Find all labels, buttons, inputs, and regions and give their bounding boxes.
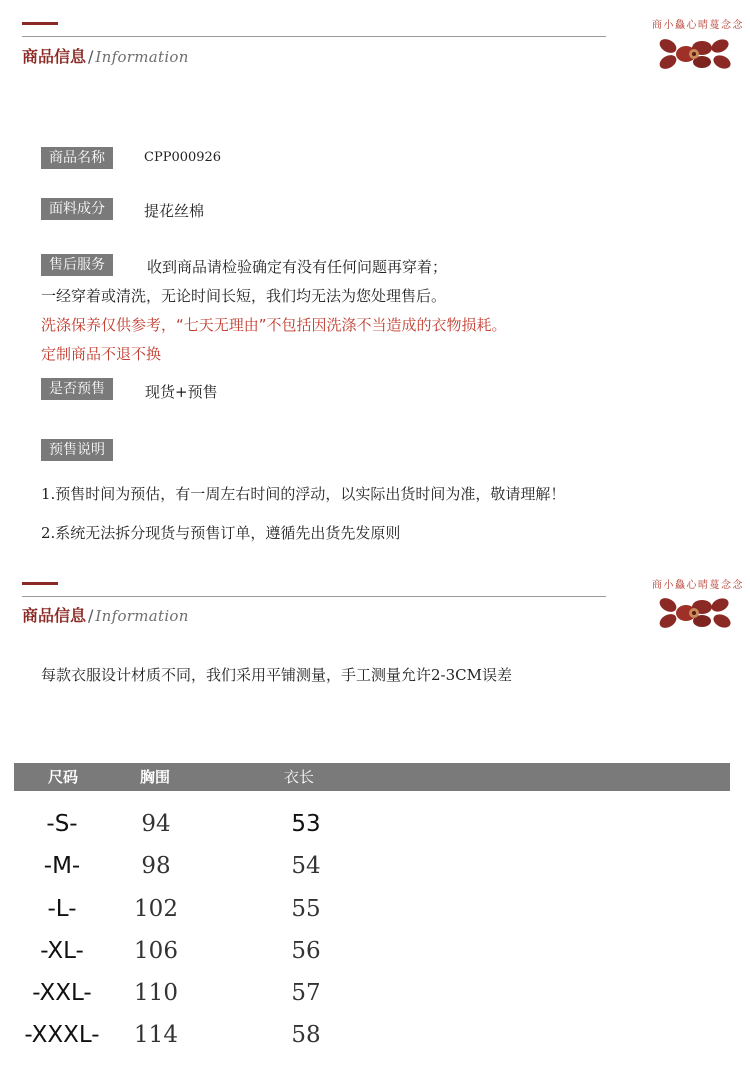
chest-cell: 114 xyxy=(134,1022,178,1048)
section-divider-2 xyxy=(22,596,606,597)
fabric-value: 提花丝棉 xyxy=(144,202,205,220)
fabric-label: 面料成分 xyxy=(41,198,113,220)
length-cell: 58 xyxy=(291,1022,321,1048)
size-cell: -XXXL- xyxy=(24,1022,100,1048)
after-sale-line-1: 收到商品请检验确定有没有任何问题再穿着； xyxy=(147,258,448,276)
chest-cell: 106 xyxy=(134,938,178,964)
chest-cell: 110 xyxy=(134,980,178,1006)
product-name-label: 商品名称 xyxy=(41,147,113,169)
section-accent-bar-2 xyxy=(22,582,58,585)
section-title-slash: / xyxy=(88,47,94,66)
length-cell: 55 xyxy=(291,896,321,922)
chest-cell: 94 xyxy=(141,811,171,837)
presale-label: 是否预售 xyxy=(41,378,113,400)
length-cell: 56 xyxy=(291,938,321,964)
section-title-2-zh: 商品信息 xyxy=(22,606,87,625)
size-cell: -M- xyxy=(43,853,81,879)
section-title xyxy=(22,44,189,67)
chest-cell: 98 xyxy=(141,853,171,879)
length-cell: 57 xyxy=(291,980,321,1006)
size-cell: -XL- xyxy=(40,938,84,964)
after-sale-label: 售后服务 xyxy=(41,254,113,276)
length-cell: 54 xyxy=(291,853,321,879)
brand-seal-text: 商小鱻心晴蔓念念 xyxy=(652,20,744,31)
care-warning-text: 洗涤保养仅供参考，“七天无理由”不包括因洗涤不当造成的衣物损耗。 xyxy=(41,316,507,334)
section-title-zh: 商品信息 xyxy=(22,47,87,66)
presale-note-1: 1.预售时间为预估，有一周左右时间的浮动，以实际出货时间为准，敬请理解！ xyxy=(41,485,566,503)
section-title-2-en: Information xyxy=(95,607,189,625)
length-cell: 53 xyxy=(291,811,321,837)
header-size: 尺码 xyxy=(48,768,79,786)
section-accent-bar xyxy=(22,22,58,25)
section-title-en: Information xyxy=(95,48,189,66)
after-sale-line-2: 一经穿着或清洗，无论时间长短，我们均无法为您处理售后。 xyxy=(41,287,447,305)
presale-note-2: 2.系统无法拆分现货与预售订单，遵循先出货先发原则 xyxy=(41,524,401,542)
section-title-2-slash: / xyxy=(88,606,94,625)
size-cell: -L- xyxy=(47,896,77,922)
presale-note-label: 预售说明 xyxy=(41,439,113,461)
brand-flower-logo xyxy=(656,34,736,74)
size-cell: -XXL- xyxy=(32,980,92,1006)
product-name-value: CPP000926 xyxy=(144,150,222,165)
section-divider xyxy=(22,36,606,37)
brand-seal-text-2: 商小鱻心晴蔓念念 xyxy=(652,580,744,591)
custom-no-return-text: 定制商品不退不换 xyxy=(41,345,162,363)
size-cell: -S- xyxy=(46,811,78,837)
header-length: 衣长 xyxy=(284,768,315,786)
presale-value: 现货+预售 xyxy=(145,383,218,401)
size-table-header xyxy=(14,763,730,791)
chest-cell: 102 xyxy=(134,896,178,922)
section-title-2 xyxy=(22,603,189,626)
brand-flower-logo-2 xyxy=(656,593,736,633)
measurement-note: 每款衣服设计材质不同，我们采用平铺测量，手工测量允许2-3CM误差 xyxy=(41,666,512,684)
header-chest: 胸围 xyxy=(140,768,171,786)
